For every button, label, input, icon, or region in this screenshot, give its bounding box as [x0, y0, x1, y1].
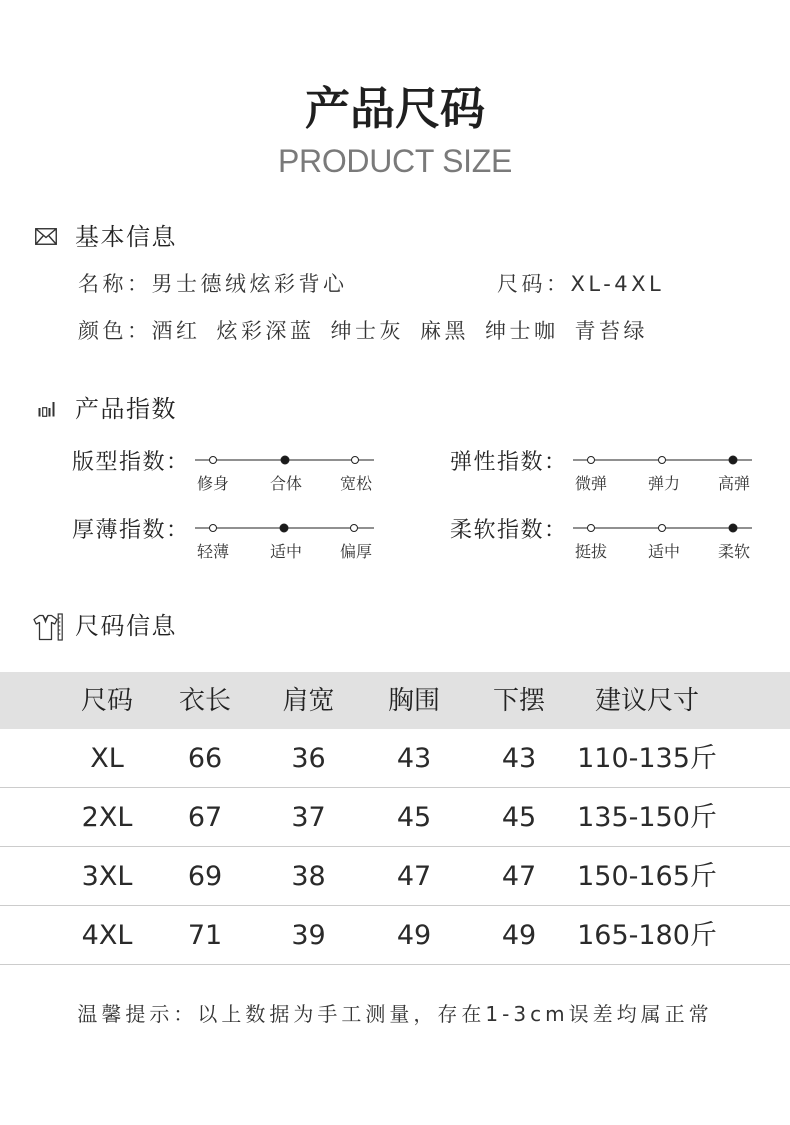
index-option: 偏厚	[339, 542, 372, 561]
table-row	[0, 906, 790, 965]
table-row	[0, 847, 790, 906]
index-option: 适中	[269, 542, 302, 561]
index-option: 挺拔	[574, 542, 607, 561]
color-option: 绅士灰	[330, 319, 404, 343]
index-label: 厚薄指数：	[72, 518, 190, 543]
table-cell: 47	[396, 860, 432, 892]
size-table	[0, 672, 790, 965]
table-cell: 150-165斤	[577, 860, 717, 892]
index-option: 修身	[196, 474, 229, 493]
shirt-ruler-icon	[33, 613, 63, 641]
color-option: 炫彩深蓝	[216, 319, 315, 343]
table-cell: XL	[90, 742, 124, 774]
index-option: 高弹	[717, 474, 750, 493]
table-cell: 110-135斤	[577, 742, 717, 774]
color-option: 麻黑	[420, 319, 469, 343]
table-cell: 135-150斤	[577, 801, 717, 833]
index-option: 轻薄	[196, 542, 229, 561]
index-label: 弹性指数：	[450, 450, 568, 475]
index-scale	[570, 521, 755, 535]
table-cell: 165-180斤	[577, 919, 717, 951]
table-cell: 38	[291, 860, 326, 892]
product-name-label: 名称：	[78, 272, 152, 296]
index-option: 柔软	[717, 542, 750, 561]
index-scale	[192, 453, 377, 467]
column-header: 建议尺寸	[594, 685, 699, 716]
table-row	[0, 729, 790, 788]
table-cell: 45	[501, 801, 537, 833]
index-option: 合体	[269, 474, 302, 493]
scale-dot	[588, 525, 595, 532]
colors-label: 颜色：	[78, 319, 152, 343]
index-option: 微弹	[574, 474, 607, 493]
table-header-row	[0, 672, 790, 729]
table-cell: 67	[187, 801, 223, 833]
column-header: 肩宽	[282, 685, 335, 716]
page-title: 产品尺码	[304, 82, 485, 135]
index-softness	[450, 518, 770, 568]
scale-dot	[588, 457, 595, 464]
color-list	[152, 321, 649, 342]
table-row	[0, 788, 790, 847]
product-index-heading: 产品指数	[75, 395, 177, 423]
index-fit	[72, 450, 392, 500]
index-scale	[570, 453, 755, 467]
index-option: 宽松	[339, 474, 372, 493]
table-cell: 45	[396, 801, 432, 833]
column-header: 尺码	[80, 685, 133, 716]
index-scale	[192, 521, 377, 535]
color-option: 酒红	[151, 319, 201, 343]
basic-info-heading: 基本信息	[75, 223, 177, 251]
size-range-row	[497, 274, 664, 295]
column-header: 下摆	[492, 685, 545, 716]
scale-dot	[210, 457, 217, 464]
table-cell: 36	[291, 742, 326, 774]
scale-dot	[659, 457, 666, 464]
index-elasticity	[450, 450, 770, 500]
product-name-value: 男士德绒炫彩背心	[151, 272, 348, 296]
index-option: 适中	[647, 542, 680, 561]
envelope-icon	[35, 228, 57, 245]
size-range-value: XL-4XL	[570, 272, 665, 296]
table-cell: 3XL	[81, 860, 133, 892]
product-name-row	[78, 274, 348, 295]
table-cell: 66	[187, 742, 223, 774]
table-cell: 71	[187, 919, 223, 951]
column-header: 胸围	[387, 685, 440, 716]
scale-dot	[729, 524, 737, 532]
scale-dot	[659, 525, 666, 532]
scale-dot	[281, 456, 289, 464]
scale-dot	[729, 456, 737, 464]
table-cell: 49	[396, 919, 432, 951]
table-cell: 43	[396, 742, 432, 774]
page-subtitle: PRODUCT SIZE	[277, 143, 513, 179]
table-cell: 69	[187, 860, 223, 892]
colors-row	[78, 321, 648, 342]
index-option: 弹力	[647, 474, 680, 493]
scale-dot	[280, 524, 288, 532]
scale-dot	[352, 457, 359, 464]
table-cell: 4XL	[81, 919, 133, 951]
color-option: 青苔绿	[574, 319, 648, 343]
scale-dot	[210, 525, 217, 532]
table-cell: 39	[291, 919, 326, 951]
table-cell: 37	[291, 801, 326, 833]
bar-chart-icon	[38, 401, 56, 417]
size-info-heading: 尺码信息	[75, 612, 177, 640]
table-cell: 43	[501, 742, 537, 774]
table-cell: 2XL	[81, 801, 133, 833]
table-cell: 49	[501, 919, 537, 951]
index-thickness	[72, 518, 392, 568]
index-label: 版型指数：	[72, 450, 190, 475]
size-range-label: 尺码：	[497, 272, 571, 296]
column-header: 衣长	[178, 685, 231, 716]
color-option: 绅士咖	[485, 319, 559, 343]
measurement-note: 温馨提示：以上数据为手工测量，存在1-3cm误差均属正常	[77, 1002, 713, 1026]
table-cell: 47	[501, 860, 537, 892]
scale-dot	[351, 525, 358, 532]
index-label: 柔软指数：	[450, 518, 568, 543]
